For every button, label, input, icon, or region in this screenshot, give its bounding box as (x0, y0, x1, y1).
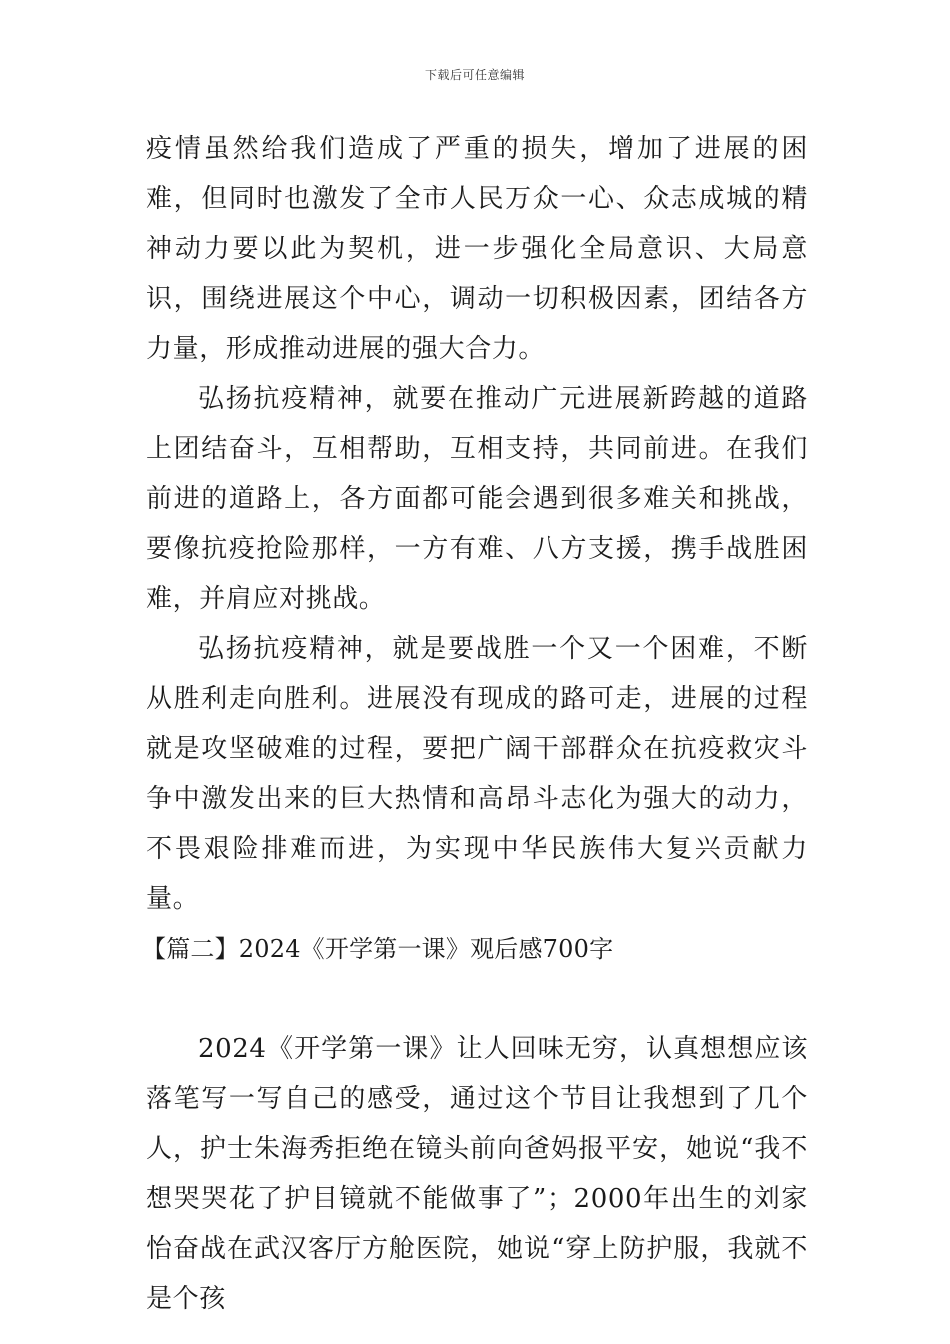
page-header-note: 下载后可任意编辑 (424, 68, 525, 82)
paragraph-2: 弘扬抗疫精神，就要在推动广元进展新跨越的道路上团结奋斗，互相帮助，互相支持，共同前进。在我们前进的道路上，各方面都可能会遇到很多难关和挑战，要像抗疫抢险那样，一方有难、八方支援，携手战胜困难，并肩应对挑战。 (146, 384, 808, 614)
paragraph-3: 弘扬抗疫精神，就是要战胜一个又一个困难，不断从胜利走向胜利。进展没有现成的路可走，进展的过程就是攻坚破难的过程，要把广阔干部群众在抗疫救灾斗争中激发出来的巨大热情和高昂斗志化为强大的动力，不畏艰险排难而进，为实现中华民族伟大复兴贡献力量。 (146, 634, 808, 914)
document-body (142, 124, 808, 1324)
section-heading: 【篇二】2024《开学第一课》观后感700字 (142, 935, 614, 963)
section-spacer (146, 974, 808, 1024)
paragraph-4: 2024《开学第一课》让人回味无穷，认真想想应该落笔写一写自己的感受，通过这个节目让我想到了几个人，护士朱海秀拒绝在镜头前向爸妈报平安，她说“我不想哭哭花了护目镜就不能做事了”；2000年出生的刘家怡奋战在武汉客厅方舱医院，她说“穿上防护服，我就不是个孩 (146, 1034, 808, 1314)
paragraph-1: 疫情虽然给我们造成了严重的损失，增加了进展的困难，但同时也激发了全市人民万众一心、众志成城的精神动力要以此为契机，进一步强化全局意识、大局意识，围绕进展这个中心，调动一切积极因素，团结各方力量，形成推动进展的强大合力。 (146, 134, 808, 364)
